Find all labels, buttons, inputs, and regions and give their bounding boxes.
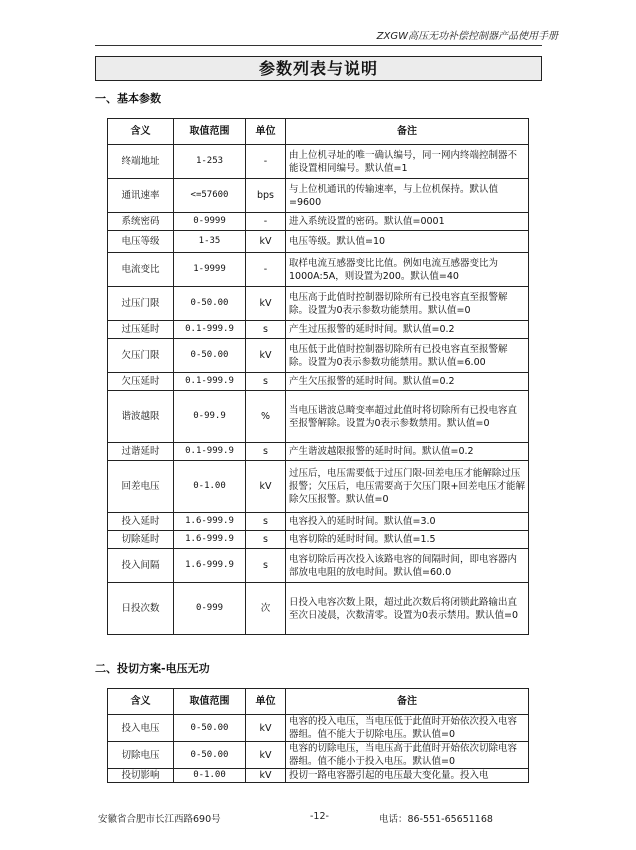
section-heading-switching-scheme: 二、投切方案-电压无功: [95, 662, 210, 675]
cell-name: 电流变比: [108, 253, 174, 287]
cell-note: 与上位机通讯的传输速率，与上位机保持。默认值=9600: [286, 179, 529, 213]
cell-range: 1-9999: [174, 253, 246, 287]
cell-range: 0-9999: [174, 213, 246, 231]
cell-unit: s: [246, 549, 286, 583]
table-row: [108, 321, 529, 339]
cell-unit: kV: [246, 461, 286, 513]
col-header-name: 含义: [108, 119, 174, 145]
table-row: [108, 769, 529, 783]
cell-name: 过压门限: [108, 287, 174, 321]
cell-unit: kV: [246, 715, 286, 742]
cell-note: 电压高于此值时控制器切除所有已投电容直至报警解除。设置为0表示参数功能禁用。默认值=0: [286, 287, 529, 321]
col-header-note: 备注: [286, 689, 529, 715]
cell-unit: kV: [246, 287, 286, 321]
cell-range: 0-99.9: [174, 391, 246, 443]
cell-note: 产生过压报警的延时时间。默认值=0.2: [286, 321, 529, 339]
cell-unit: s: [246, 321, 286, 339]
footer-address: 安徽省合肥市长江西路690号: [98, 814, 221, 825]
cell-name: 投入延时: [108, 513, 174, 531]
cell-range: <=57600: [174, 179, 246, 213]
table-row: [108, 231, 529, 253]
page-title: 参数列表与说明: [95, 56, 542, 81]
col-header-note: 备注: [286, 119, 529, 145]
footer-page-number: -12-: [310, 811, 329, 822]
cell-note: 当电压谐波总畸变率超过此值时将切除所有已投电容直至报警解除。设置为0表示参数禁用。默认值=0: [286, 391, 529, 443]
cell-note: 进入系统设置的密码。默认值=0001: [286, 213, 529, 231]
footer-phone: 电话：86-551-65651168: [379, 814, 493, 825]
section-heading-basic-params: 一、基本参数: [95, 92, 161, 105]
cell-note: 过压后，电压需要低于过压门限-回差电压才能解除过压报警；欠压后，电压需要高于欠压门限+回差电压才能解除欠压报警。默认值=0: [286, 461, 529, 513]
table-row: [108, 549, 529, 583]
cell-unit: -: [246, 253, 286, 287]
cell-range: 0-1.00: [174, 461, 246, 513]
cell-name: 欠压延时: [108, 373, 174, 391]
table-row: [108, 287, 529, 321]
col-header-unit: 单位: [246, 119, 286, 145]
table-header-row: [108, 119, 529, 145]
cell-unit: kV: [246, 742, 286, 769]
table-row: [108, 583, 529, 635]
cell-note: 电压等级。默认值=10: [286, 231, 529, 253]
cell-name: 投入电压: [108, 715, 174, 742]
cell-unit: s: [246, 513, 286, 531]
table-row: [108, 531, 529, 549]
header-divider: [95, 45, 542, 46]
cell-range: 0.1-999.9: [174, 443, 246, 461]
cell-name: 系统密码: [108, 213, 174, 231]
cell-range: 0-50.00: [174, 742, 246, 769]
cell-name: 过谐延时: [108, 443, 174, 461]
cell-name: 投切影响: [108, 769, 174, 783]
cell-note: 电容的投入电压，当电压低于此值时开始依次投入电容器组。值不能大于切除电压。默认值=0: [286, 715, 529, 742]
cell-unit: kV: [246, 769, 286, 783]
table-row: [108, 213, 529, 231]
cell-range: 1-253: [174, 145, 246, 179]
cell-note: 电容切除的延时时间。默认值=1.5: [286, 531, 529, 549]
basic-params-table: [107, 118, 529, 635]
cell-name: 终端地址: [108, 145, 174, 179]
document-header-title: ZXGW高压无功补偿控制器产品使用手册: [376, 31, 558, 42]
table-row: [108, 715, 529, 742]
cell-unit: kV: [246, 339, 286, 373]
col-header-range: 取值范围: [174, 119, 246, 145]
table-row: [108, 513, 529, 531]
table-row: [108, 253, 529, 287]
cell-unit: s: [246, 443, 286, 461]
cell-note: 投切一路电容器引起的电压最大变化量。投入电: [286, 769, 529, 783]
cell-note: 电压低于此值时控制器切除所有已投电容直至报警解除。设置为0表示参数功能禁用。默认值=6.00: [286, 339, 529, 373]
cell-range: 0.1-999.9: [174, 321, 246, 339]
cell-unit: bps: [246, 179, 286, 213]
cell-name: 过压延时: [108, 321, 174, 339]
col-header-name: 含义: [108, 689, 174, 715]
cell-range: 0-50.00: [174, 715, 246, 742]
table-row: [108, 391, 529, 443]
table-header-row: [108, 689, 529, 715]
cell-note: 取样电流互感器变比比值。例如电流互感器变比为1000A:5A，则设置为200。默认值=40: [286, 253, 529, 287]
cell-range: 1-35: [174, 231, 246, 253]
cell-note: 产生欠压报警的延时时间。默认值=0.2: [286, 373, 529, 391]
cell-name: 欠压门限: [108, 339, 174, 373]
cell-unit: 次: [246, 583, 286, 635]
cell-note: 电容投入的延时时间。默认值=3.0: [286, 513, 529, 531]
cell-range: 0-50.00: [174, 339, 246, 373]
table-row: [108, 179, 529, 213]
table-row: [108, 339, 529, 373]
cell-range: 1.6-999.9: [174, 549, 246, 583]
cell-range: 0.1-999.9: [174, 373, 246, 391]
cell-range: 0-999: [174, 583, 246, 635]
cell-name: 切除延时: [108, 531, 174, 549]
col-header-range: 取值范围: [174, 689, 246, 715]
switching-scheme-table: [107, 688, 529, 783]
cell-unit: -: [246, 213, 286, 231]
cell-unit: kV: [246, 231, 286, 253]
cell-range: 0-50.00: [174, 287, 246, 321]
cell-unit: -: [246, 145, 286, 179]
cell-range: 1.6-999.9: [174, 513, 246, 531]
cell-range: 0-1.00: [174, 769, 246, 783]
cell-note: 电容切除后再次投入该路电容的间隔时间，即电容器内部放电电阻的放电时间。默认值=60.0: [286, 549, 529, 583]
cell-name: 回差电压: [108, 461, 174, 513]
cell-note: 电容的切除电压，当电压高于此值时开始依次切除电容器组。值不能小于投入电压。默认值=0: [286, 742, 529, 769]
cell-name: 通讯速率: [108, 179, 174, 213]
table-row: [108, 443, 529, 461]
col-header-unit: 单位: [246, 689, 286, 715]
cell-name: 电压等级: [108, 231, 174, 253]
table-row: [108, 742, 529, 769]
table-row: [108, 461, 529, 513]
table-row: [108, 145, 529, 179]
cell-name: 投入间隔: [108, 549, 174, 583]
cell-note: 产生谐波越限报警的延时时间。默认值=0.2: [286, 443, 529, 461]
cell-note: 日投入电容次数上限，超过此次数后将闭锁此路输出直至次日凌晨，次数清零。设置为0表示禁用。默认值=0: [286, 583, 529, 635]
cell-unit: s: [246, 373, 286, 391]
cell-unit: %: [246, 391, 286, 443]
cell-range: 1.6-999.9: [174, 531, 246, 549]
cell-unit: s: [246, 531, 286, 549]
table-row: [108, 373, 529, 391]
cell-note: 由上位机寻址的唯一确认编号，同一网内终端控制器不能设置相同编号。默认值=1: [286, 145, 529, 179]
cell-name: 谐波越限: [108, 391, 174, 443]
cell-name: 切除电压: [108, 742, 174, 769]
cell-name: 日投次数: [108, 583, 174, 635]
